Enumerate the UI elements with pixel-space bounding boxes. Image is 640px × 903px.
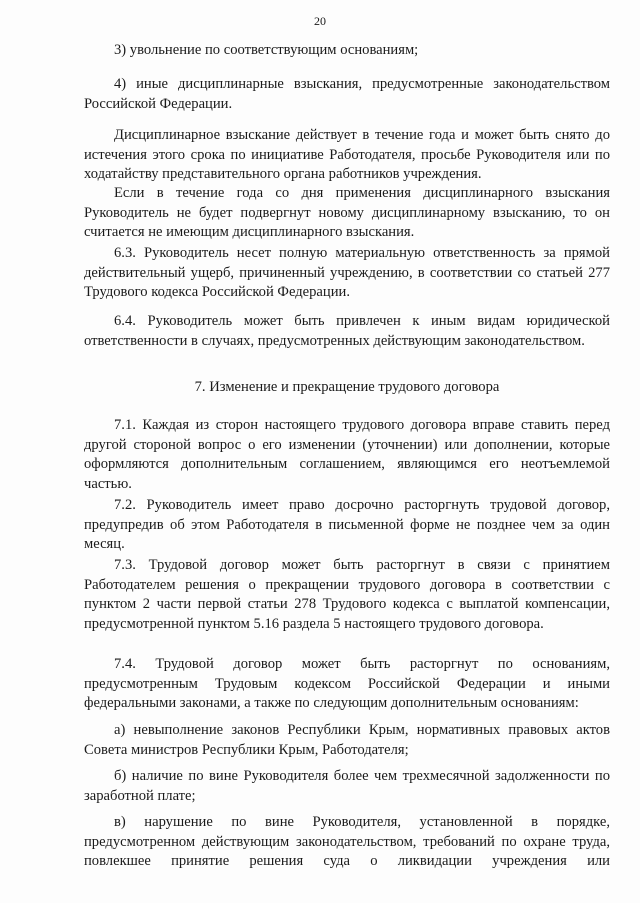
paragraph-7-1: 7.1. Каждая из сторон настоящего трудового договора вправе ставить перед другой стороной вопрос о его изменении (уточнении) или дополнении, которые оформляются дополнительным соглашением, являющимся его неотъемлемой частью. (84, 417, 610, 492)
paragraph-dismissal: 3) увольнение по соответствующим основаниям; (114, 42, 419, 58)
paragraph-7-4-c: в) нарушение по вине Руководителя, установленной в порядке, предусмотренном действующим законодательством, требований по охране труда, повлекшее принятие решения суда о ликвидации учреждения или (84, 814, 610, 869)
paragraph-penalty-duration: Дисциплинарное взыскание действует в течение года и может быть снято до истечения этого срока по инициативе Работодателя, просьбе Руководителя или по ходатайству представительного органа работников учреждения. (84, 127, 610, 182)
section-7-title: 7. Изменение и прекращение трудового договора (194, 379, 500, 395)
paragraph-other-penalties: 4) иные дисциплинарные взыскания, предусмотренные законодательством Российской Федерации. (84, 76, 610, 112)
paragraph-7-2: 7.2. Руководитель имеет право досрочно расторгнуть трудовой договор, предупредив об этом Работодателя в письменной форме не позднее чем за один месяц. (84, 497, 610, 552)
paragraph-7-4-a: а) невыполнение законов Республики Крым, нормативных правовых актов Совета министров Республики Крым, Работодателя; (84, 722, 610, 758)
paragraph-7-4: 7.4. Трудовой договор может быть расторгнут по основаниям, предусмотренным Трудовым кодексом Российской Федерации и иными федеральными законами, а также по следующим дополнительным основаниям: (84, 656, 610, 711)
paragraph-7-3: 7.3. Трудовой договор может быть расторгнут в связи с принятием Работодателем решения о прекращении трудового договора в соответствии с пунктом 2 части первой статьи 278 Трудового кодекса с выплатой компенсации, предусмотренной пунктом 5.16 раздела 5 настоящего трудового договора. (84, 557, 610, 632)
page-number: 20 (314, 14, 326, 28)
paragraph-6-3: 6.3. Руководитель несет полную материальную ответственность за прямой действительный ущерб, причиненный учреждению, в соответствии со статьей 277 Трудового кодекса Российской Федерации. (84, 245, 610, 300)
paragraph-penalty-expiry: Если в течение года со дня применения дисциплинарного взыскания Руководитель не будет подвергнут новому дисциплинарному взысканию, то он считается не имеющим дисциплинарного взыскания. (84, 185, 610, 240)
paragraph-6-4: 6.4. Руководитель может быть привлечен к иным видам юридической ответственности в случаях, предусмотренных действующим законодательством. (84, 313, 610, 349)
paragraph-7-4-b: б) наличие по вине Руководителя более чем трехмесячной задолженности по заработной плате; (84, 768, 610, 804)
